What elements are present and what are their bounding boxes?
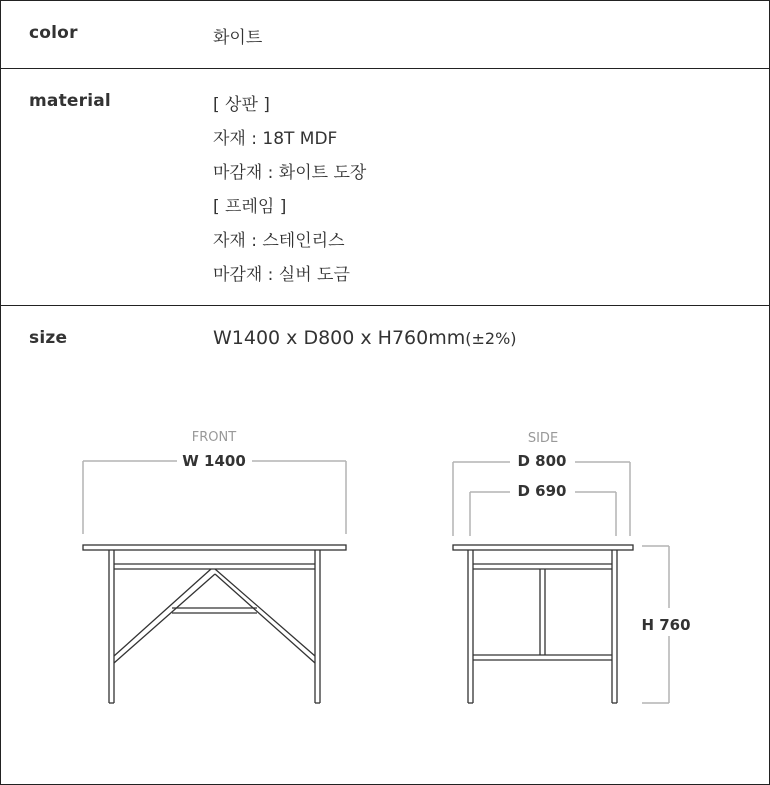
material-row: [1, 69, 769, 306]
color-value: 화이트: [213, 28, 263, 48]
dimension-diagram: [1, 306, 769, 784]
size-tolerance: (±2%): [465, 329, 517, 348]
size-value: W1400 x D800 x H760mm: [213, 327, 466, 349]
width-dimension: [83, 461, 346, 534]
color-label: color: [29, 23, 78, 43]
front-view: [83, 430, 346, 703]
material-line: [ 상판 ]: [213, 95, 270, 115]
side-title: SIDE: [527, 431, 559, 446]
front-title: FRONT: [191, 430, 237, 445]
material-line: 자재 : 18T MDF: [213, 129, 338, 149]
inner-depth-label: D 690: [517, 482, 567, 500]
color-row: [1, 1, 769, 69]
size-row: [1, 306, 769, 784]
size-label: size: [29, 328, 68, 348]
material-line: 마감재 : 실버 도금: [213, 265, 350, 285]
material-line: 자재 : 스테인리스: [213, 231, 345, 251]
side-view: [453, 431, 691, 703]
depth-label: D 800: [517, 452, 567, 470]
side-table-drawing: [453, 545, 633, 703]
material-line: [ 프레임 ]: [213, 197, 287, 217]
material-label: material: [29, 91, 111, 111]
front-table-drawing: [83, 545, 346, 703]
width-label: W 1400: [182, 452, 246, 470]
material-line: 마감재 : 화이트 도장: [213, 163, 367, 183]
height-label: H 760: [641, 616, 691, 634]
material-list: [213, 88, 366, 292]
